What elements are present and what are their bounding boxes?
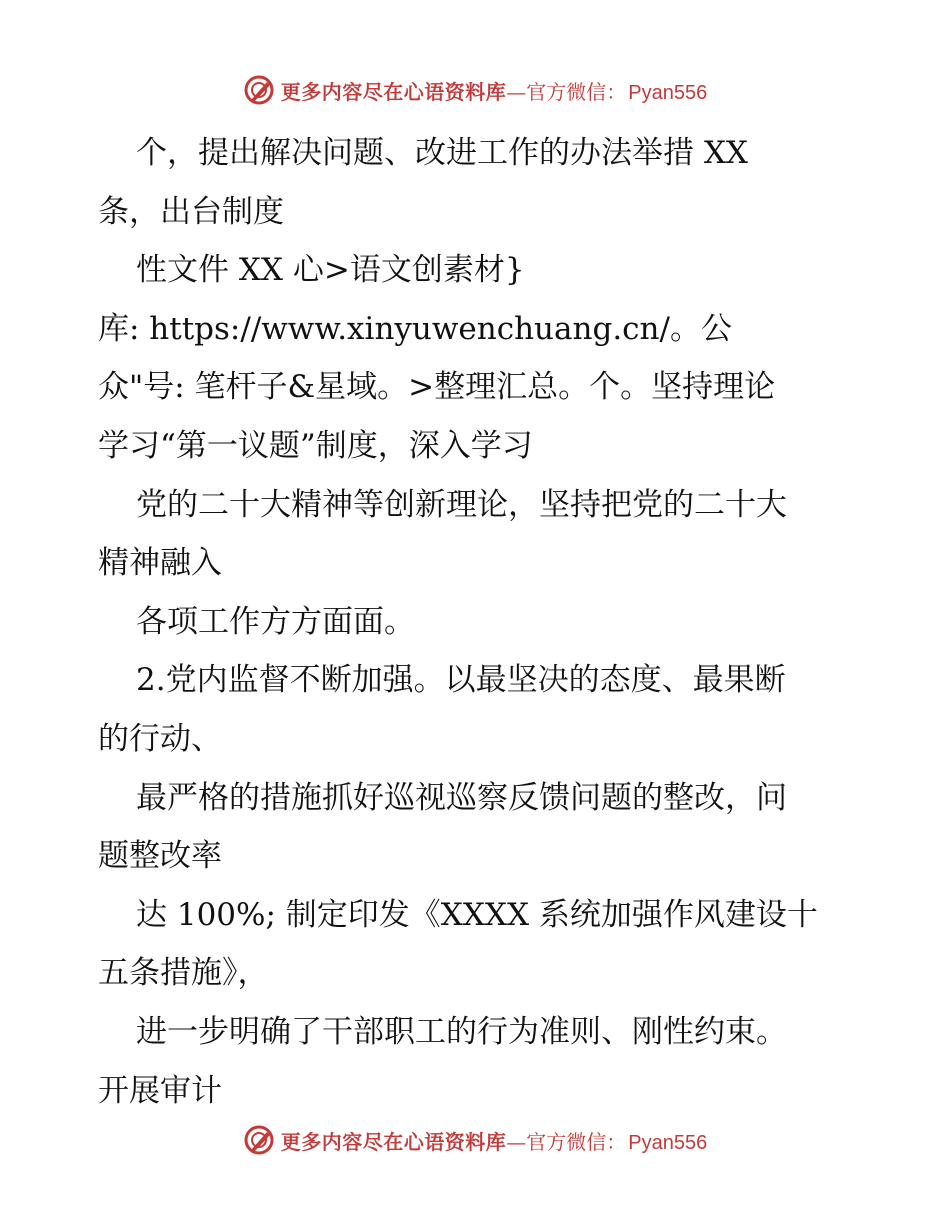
text-line: 题整改率	[98, 838, 222, 875]
text-line: 的行动、	[98, 720, 222, 757]
text-line: 2.党内监督不断加强。以最坚决的态度、最果断	[136, 662, 786, 699]
watermark-text: 更多内容尽在心语资料库	[280, 79, 507, 104]
text-line: 库: https://www.xinyuwenchuang.cn/。公	[98, 310, 732, 347]
document-body	[98, 124, 858, 1120]
wechat-id: Pyan556	[628, 81, 708, 104]
official-label: 官方微信：	[526, 1129, 627, 1154]
footer-watermark	[0, 1120, 950, 1160]
watermark-text: 更多内容尽在心语资料库	[280, 1129, 507, 1154]
text-line: 达 100%; 制定印发《XXXX 系统加强作风建设十	[136, 896, 818, 933]
text-line: 各项工作方方面面。	[136, 603, 415, 640]
text-line: 学习“第一议题”制度，深入学习	[98, 427, 533, 464]
text-line: 五条措施》，	[98, 955, 269, 992]
pen-logo-icon	[243, 74, 275, 106]
text-line: 开展审计	[98, 1072, 222, 1109]
pen-logo-icon	[243, 1124, 275, 1156]
text-line: 性文件 XX 心>语文创素材}	[136, 252, 525, 289]
text-line: 进一步明确了干部职工的行为准则、刚性约束。	[136, 1013, 787, 1050]
header-watermark	[0, 70, 950, 110]
text-line: 精神融入	[98, 545, 222, 582]
text-line: 条，出台制度	[98, 193, 284, 230]
watermark-separator: —	[506, 1129, 527, 1154]
watermark-separator: —	[506, 79, 527, 104]
text-line: 最严格的措施抓好巡视巡察反馈问题的整改，问	[136, 779, 787, 816]
text-line: 个，提出解决问题、改进工作的办法举措 XX	[136, 135, 748, 171]
official-label: 官方微信：	[526, 79, 627, 104]
text-line: 党的二十大精神等创新理论，坚持把党的二十大	[136, 486, 787, 523]
text-line: 众"号: 笔杆子&星域。>整理汇总。个。坚持理论	[98, 369, 776, 406]
wechat-id: Pyan556	[628, 1131, 708, 1154]
